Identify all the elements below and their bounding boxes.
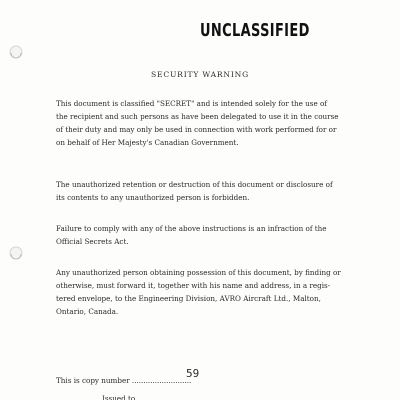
text-line: Any unauthorized person obtaining possession of this document, by finding or [56,268,341,277]
text-line: on behalf of Her Majesty's Canadian Government. [56,138,239,147]
paragraph-return-instructions [56,266,386,318]
paragraph-retention [56,178,386,204]
text-line: otherwise, must forward it, together with his name and address, in a regis- [56,281,331,290]
copy-number-value: 59 [186,367,200,380]
text-line: Failure to comply with any of the above instructions is an infraction of the [56,224,327,233]
copy-number-label: This is copy number .......................... [56,376,192,385]
text-line: the recipient and such persons as have been delegated to use it in the course [56,112,339,121]
paragraph-classification [56,97,386,149]
punch-hole-icon [8,245,24,261]
text-line: Official Secrets Act. [56,237,129,246]
text-line: The unauthorized retention or destruction of this document or disclosure of [56,180,333,189]
text-line: of their duty and may only be used in connection with work performed for or [56,125,337,134]
text-line: Ontario, Canada. [56,307,119,316]
text-line: This document is classified "SECRET" and is intended solely for the use of [56,99,327,108]
punch-hole-icon [8,44,24,60]
issued-to-label: Issued to ....................... [102,394,191,400]
classification-stamp: UNCLASSIFIED [200,20,310,41]
text-line: tered envelope, to the Engineering Division, AVRO Aircraft Ltd., Malton, [56,294,321,303]
page-title: SECURITY WARNING [151,70,249,79]
paragraph-compliance [56,222,386,248]
text-line: its contents to any unauthorized person is forbidden. [56,193,250,202]
